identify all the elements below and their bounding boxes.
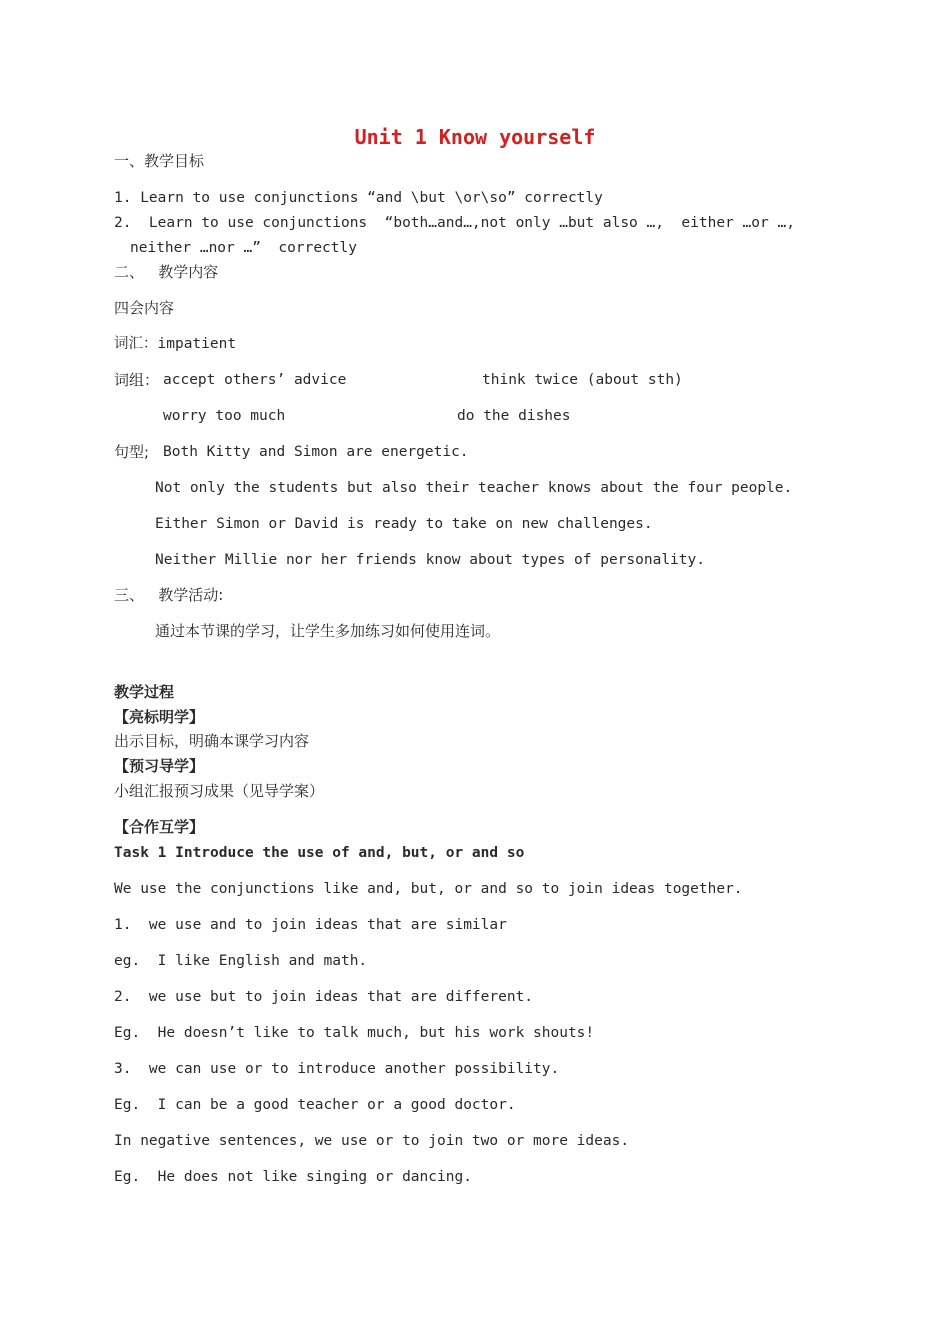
- section-heading-activities: 三、 教学活动:: [114, 586, 224, 604]
- sentence-pattern: Either Simon or David is ready to take on new challenges.: [155, 516, 653, 532]
- stage-heading: 【合作互学】: [114, 818, 205, 836]
- pattern-label: 句型;: [114, 443, 150, 461]
- body-line: eg. I like English and math.: [114, 953, 368, 969]
- process-heading: 教学过程: [114, 683, 175, 701]
- phrase-item: do the dishes: [457, 408, 571, 424]
- body-line: We use the conjunctions like and, but, or and so to join ideas together.: [114, 881, 743, 897]
- body-line: 2. we use but to join ideas that are different.: [114, 989, 534, 1005]
- phrase-label: 词组：: [114, 371, 160, 389]
- body-line: 3. we can use or to introduce another possibility.: [114, 1061, 560, 1077]
- sentence-pattern: Neither Millie nor her friends know about types of personality.: [155, 552, 705, 568]
- sentence-pattern: Both Kitty and Simon are energetic.: [163, 444, 469, 460]
- activity-text: 通过本节课的学习，让学生多加练习如何使用连词。: [155, 622, 501, 640]
- vocabulary-line: 词汇：impatient: [114, 336, 237, 352]
- stage-heading: 【预习导学】: [114, 757, 205, 775]
- section-heading-content: 二、 教学内容: [114, 263, 219, 281]
- goal-2-line-1: 2. Learn to use conjunctions “both…and…,not only …but also …, either …or …,: [114, 215, 795, 231]
- body-line: Eg. He does not like singing or dancing.: [114, 1169, 472, 1185]
- body-line: Eg. I can be a good teacher or a good doctor.: [114, 1097, 516, 1113]
- goal-1: 1. Learn to use conjunctions “and \but \or\so” correctly: [114, 190, 603, 206]
- phrase-item: worry too much: [163, 408, 286, 424]
- goal-2-line-2: neither …nor …” correctly: [130, 240, 357, 256]
- four-skills-content: 四会内容: [114, 299, 175, 317]
- stage-heading: 【亮标明学】: [114, 708, 205, 726]
- body-line: In negative sentences, we use or to join two or more ideas.: [114, 1133, 630, 1149]
- sentence-pattern: Not only the students but also their teacher knows about the four people.: [155, 480, 793, 496]
- phrase-item: accept others’ advice: [163, 372, 347, 388]
- section-heading-goals: 一、教学目标: [114, 152, 205, 170]
- body-line: 1. we use and to join ideas that are similar: [114, 917, 507, 933]
- body-line: Eg. He doesn’t like to talk much, but his work shouts!: [114, 1025, 595, 1041]
- stage-text: 出示目标，明确本课学习内容: [114, 732, 310, 750]
- task-heading: Task 1 Introduce the use of and, but, or and so: [114, 845, 525, 861]
- stage-text: 小组汇报预习成果（见导学案）: [114, 782, 325, 800]
- phrase-item: think twice (about sth): [482, 372, 683, 388]
- page-title: Unit 1 Know yourself: [354, 125, 596, 149]
